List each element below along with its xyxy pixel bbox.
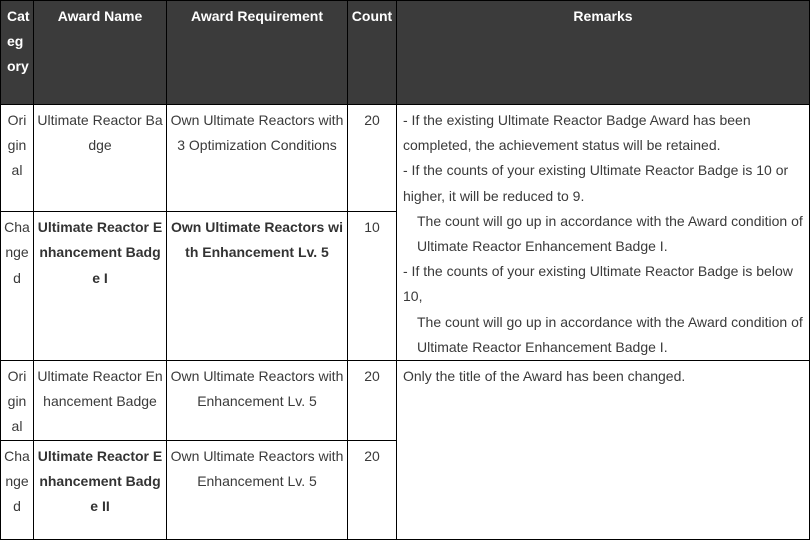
count-cell: 20 [348, 105, 397, 212]
award-requirement-cell: Own Ultimate Reactors with Enhancement Lv. 5 [167, 212, 348, 361]
award-name-cell: Ultimate Reactor Enhancement Badge II [34, 440, 167, 539]
remark-line: Only the title of the Award has been changed. [403, 368, 686, 385]
header-remarks: Remarks [397, 1, 810, 105]
remarks-cell [397, 361, 810, 540]
count-cell: 20 [348, 361, 397, 441]
table-row [1, 105, 810, 212]
table-row [1, 361, 810, 441]
header-category: Category [1, 1, 34, 105]
table-header-row [1, 1, 810, 105]
remark-line: - If the existing Ultimate Reactor Badge Award has been completed, the achievement status will be retained. [403, 112, 751, 154]
category-cell: Changed [1, 212, 34, 361]
category-cell: Original [1, 105, 34, 212]
award-requirement-cell: Own Ultimate Reactors with 3 Optimization Conditions [167, 105, 348, 212]
award-name-cell: Ultimate Reactor Enhancement Badge I [34, 212, 167, 361]
count-cell: 20 [348, 440, 397, 539]
header-award-requirement: Award Requirement [167, 1, 348, 105]
award-requirement-cell: Own Ultimate Reactors with Enhancement Lv. 5 [167, 361, 348, 441]
award-name-cell: Ultimate Reactor Badge [34, 105, 167, 212]
remark-line: The count will go up in accordance with the Award condition of Ultimate Reactor Enhancement Badge I. [417, 212, 803, 255]
header-count: Count [348, 1, 397, 105]
remark-line: - If the counts of your existing Ultimate Reactor Badge is 10 or higher, it will be reduced to 9. [403, 162, 789, 204]
remark-line: - If the counts of your existing Ultimate Reactor Badge is below 10, [403, 263, 793, 305]
award-name-cell: Ultimate Reactor Enhancement Badge [34, 361, 167, 441]
header-award-name: Award Name [34, 1, 167, 105]
category-cell: Original [1, 361, 34, 441]
remark-line: The count will go up in accordance with the Award condition of Ultimate Reactor Enhancement Badge I. [417, 313, 803, 355]
count-cell: 10 [348, 212, 397, 361]
award-requirement-cell: Own Ultimate Reactors with Enhancement Lv. 5 [167, 440, 348, 539]
remarks-cell [397, 105, 810, 361]
category-cell: Changed [1, 440, 34, 539]
